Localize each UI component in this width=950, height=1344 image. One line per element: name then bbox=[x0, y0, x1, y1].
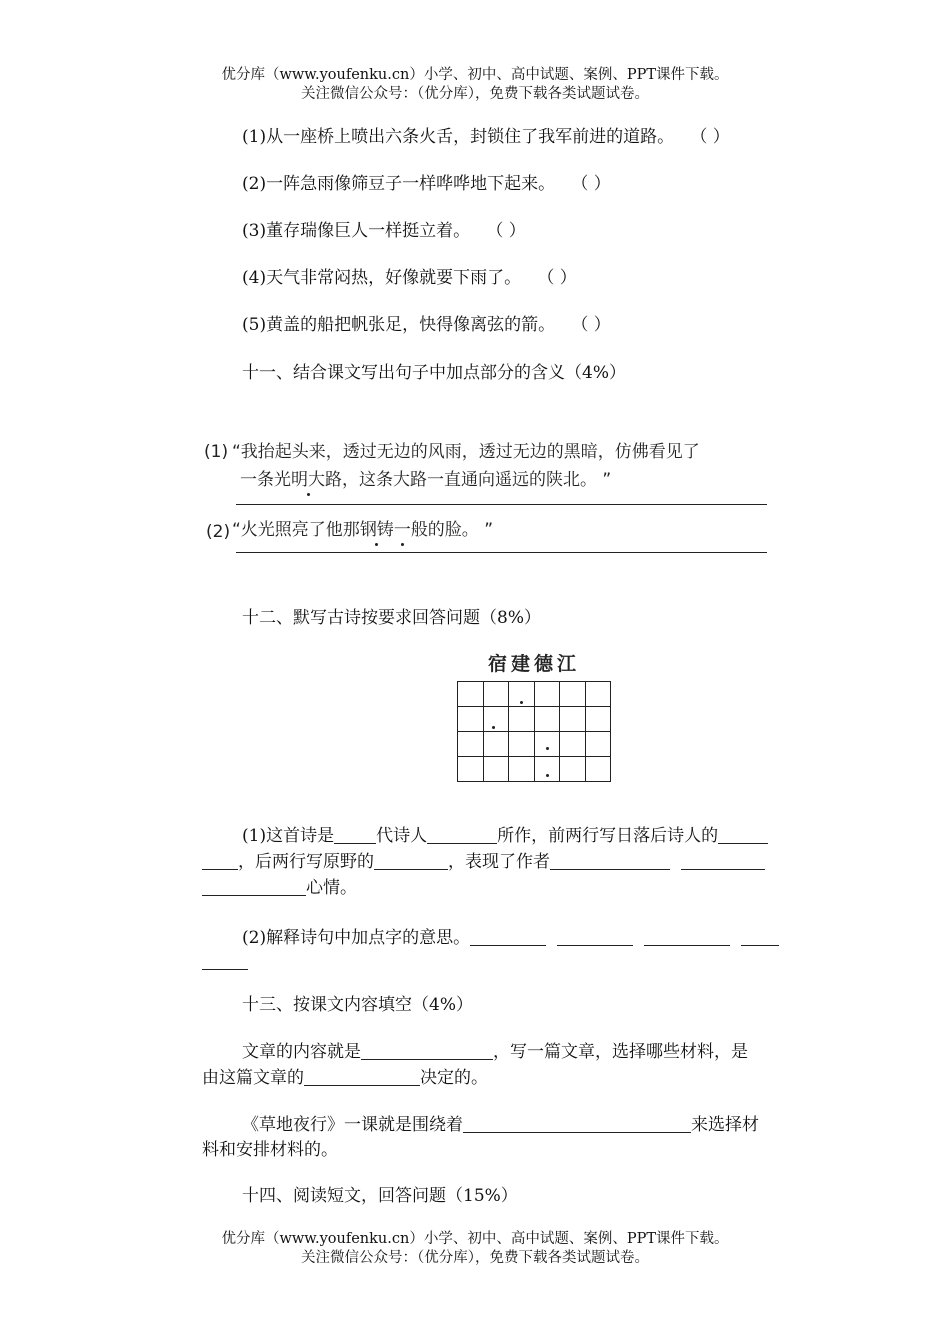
blank-poet-feeling-a[interactable] bbox=[718, 825, 768, 844]
section-12-q1-line2: ，后两行写原野的 ，表现了作者 bbox=[202, 850, 765, 874]
item-text: (5)黄盖的船把帆张足，快得像离弦的箭。 bbox=[242, 315, 556, 335]
punctuation-mark bbox=[492, 726, 495, 729]
header-bottom-line1: 优分库（www.youfenku.cn）小学、初中、高中试题、案例、PPT课件下载。 bbox=[221, 1231, 729, 1247]
blank-purpose[interactable] bbox=[304, 1067, 420, 1086]
simile-item-4 bbox=[242, 266, 577, 290]
blank-scenery[interactable] bbox=[374, 851, 448, 870]
blank-meaning-3[interactable] bbox=[644, 927, 730, 946]
section-13-p1-line2: 由这篇文章的 决定的。 bbox=[202, 1068, 488, 1088]
answer-line-q2[interactable] bbox=[236, 552, 767, 553]
section-12-q2-line2 bbox=[202, 950, 248, 974]
section-14-title: 十四、阅读短文，回答问题（15%） bbox=[242, 1186, 518, 1206]
section-12-q1-line3: 心情。 bbox=[202, 876, 357, 900]
section-11-q1-line1: “我抬起头来，透过无边的风雨，透过无边的黑暗，仿佛看见了 bbox=[232, 442, 700, 462]
blank-meaning-4b[interactable] bbox=[202, 951, 248, 970]
simile-item-3 bbox=[242, 219, 526, 243]
section-13-p2-line1: 《草地夜行》一课就是围绕着 来选择材 bbox=[242, 1115, 759, 1135]
blank-author-feeling-a[interactable] bbox=[550, 851, 670, 870]
punctuation-mark bbox=[546, 747, 549, 750]
header-top-line1: 优分库（www.youfenku.cn）小学、初中、高中试题、案例、PPT课件下载。 bbox=[221, 67, 729, 83]
header-top-line2: 关注微信公众号：（优分库），免费下载各类试题试卷。 bbox=[301, 86, 649, 102]
blank-meaning-4a[interactable] bbox=[741, 927, 779, 946]
section-11-q2-num: (2) bbox=[206, 522, 231, 542]
blank-central-idea[interactable] bbox=[463, 1114, 691, 1133]
punctuation-mark bbox=[546, 774, 549, 777]
section-11-q2-line: “火光照亮了他那钢铸一般的脸。 ” bbox=[232, 520, 494, 540]
blank-content[interactable] bbox=[361, 1041, 493, 1060]
answer-paren[interactable]: （ ） bbox=[486, 221, 526, 241]
section-12-q1-line1: (1)这首诗是 代诗人 所作，前两行写日落后诗人的 bbox=[242, 824, 768, 848]
section-13-p2-line2: 料和安排材料的。 bbox=[202, 1140, 338, 1160]
item-text: (2)一阵急雨像筛豆子一样哗哗地下起来。 bbox=[242, 174, 556, 194]
section-13-title: 十三、按课文内容填空（4%） bbox=[242, 995, 473, 1015]
header-bottom-line2: 关注微信公众号：（优分库），免费下载各类试题试卷。 bbox=[301, 1250, 649, 1266]
poem-writing-grid[interactable] bbox=[457, 681, 611, 782]
simile-item-5 bbox=[242, 313, 611, 337]
blank-dynasty[interactable] bbox=[334, 825, 376, 844]
dotted-phrase: 钢铸 bbox=[359, 520, 394, 540]
section-11-title: 十一、结合课文写出句子中加点部分的含义（4%） bbox=[242, 363, 626, 383]
blank-poet[interactable] bbox=[427, 825, 497, 844]
blank-author-feeling-b[interactable] bbox=[681, 851, 765, 870]
answer-line-q1[interactable] bbox=[236, 504, 767, 505]
section-12-title: 十二、默写古诗按要求回答问题（8%） bbox=[242, 608, 541, 628]
punctuation-mark bbox=[520, 701, 523, 704]
poem-title: 宿建德江 bbox=[488, 653, 581, 675]
simile-item-1 bbox=[242, 125, 730, 149]
section-13-p1-line1: 文章的内容就是 ，写一篇文章，选择哪些材料，是 bbox=[242, 1042, 748, 1062]
item-text: (3)董存瑞像巨人一样挺立着。 bbox=[242, 221, 471, 241]
section-11-q1-num: (1) bbox=[204, 442, 229, 462]
section-11-q1-line2: 一条光明大路，这条大路一直通向遥远的陕北。 ” bbox=[240, 470, 612, 490]
answer-paren[interactable]: （ ） bbox=[571, 174, 611, 194]
answer-paren[interactable]: （ ） bbox=[690, 127, 730, 147]
answer-paren[interactable]: （ ） bbox=[571, 315, 611, 335]
item-text: (4)天气非常闷热，好像就要下雨了。 bbox=[242, 268, 522, 288]
blank-poet-feeling-b[interactable] bbox=[202, 851, 238, 870]
section-12-q2-line1: (2)解释诗句中加点字的意思。 bbox=[242, 926, 779, 950]
blank-meaning-2[interactable] bbox=[557, 927, 633, 946]
blank-meaning-1[interactable] bbox=[470, 927, 546, 946]
dotted-phrase: 光明大路 bbox=[274, 470, 342, 490]
item-text: (1)从一座桥上喷出六条火舌，封锁住了我军前进的道路。 bbox=[242, 127, 675, 147]
answer-paren[interactable]: （ ） bbox=[537, 268, 577, 288]
blank-author-feeling-c[interactable] bbox=[202, 877, 306, 896]
simile-item-2 bbox=[242, 172, 611, 196]
